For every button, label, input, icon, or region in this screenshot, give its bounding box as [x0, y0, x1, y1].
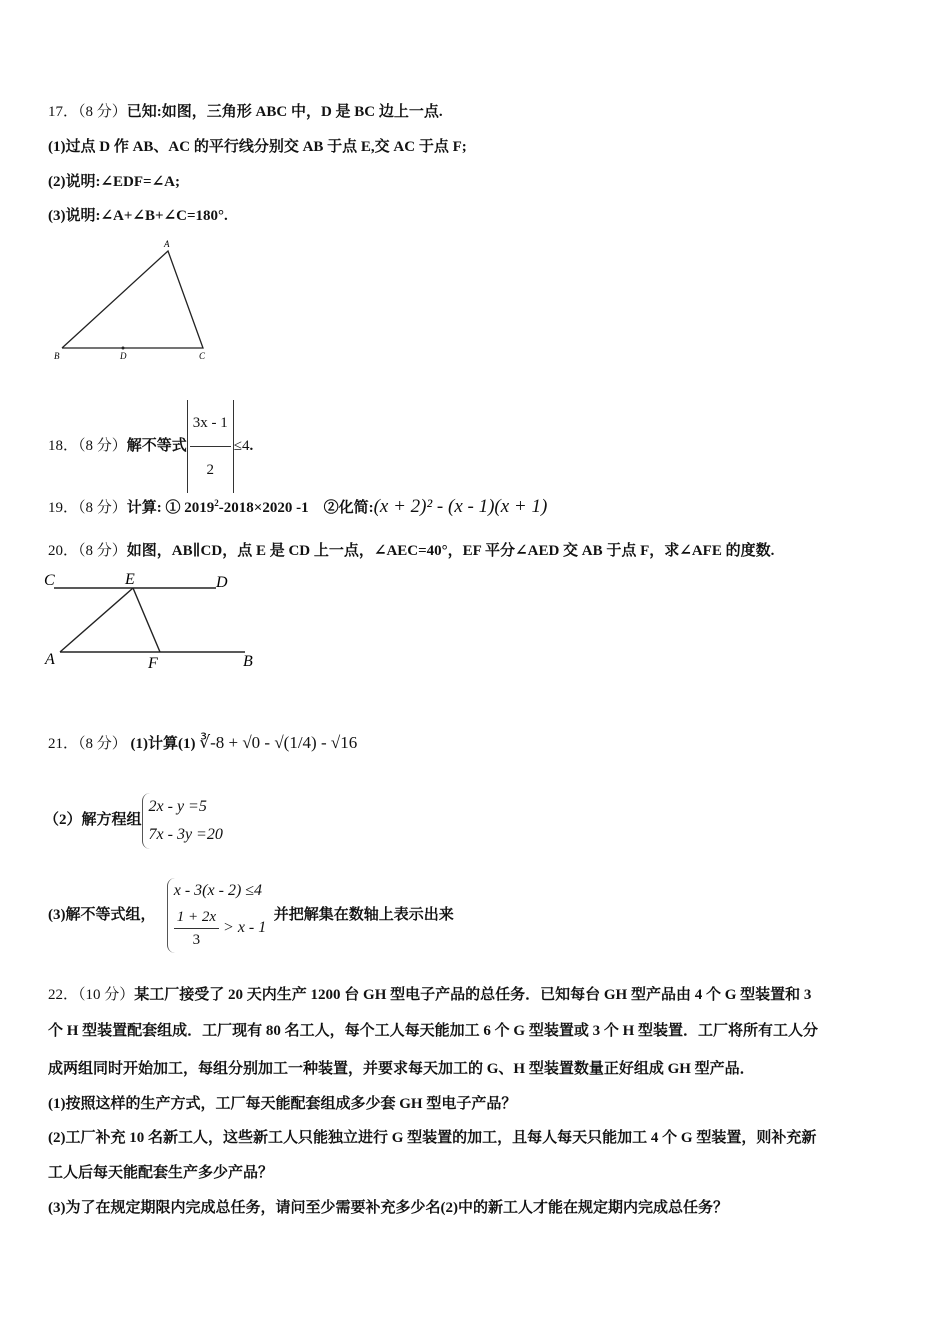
question-text: 已知:如图，三角形 ABC 中，D 是 BC 边上一点.	[126, 104, 443, 120]
part-label: (1)计算(1)	[130, 736, 196, 752]
question-score: （8 分）	[78, 543, 127, 559]
inequality-1: x - 3(x - 2) ≤4	[173, 882, 263, 900]
equation-1: 2x - y =5	[148, 797, 207, 815]
fraction	[174, 906, 219, 951]
abs-value	[187, 400, 234, 493]
q17-part2: (2)说明:∠EDF=∠A;	[48, 174, 180, 190]
question-score: （8 分）	[78, 104, 127, 120]
numerator: 1 + 2x	[174, 906, 219, 929]
q17-part1: (1)过点 D 作 AB、AC 的平行线分别交 AB 于点 E,交 AC 于点 F;	[48, 139, 467, 155]
q22-line-3: 成两组同时开始加工，每组分别加工一种装置，并要求每天加工的 G、H 型装置数量正好组成 GH 型产品．	[48, 1061, 755, 1077]
question-text: 某工厂接受了 20 天内生产 1200 台 GH 型电子产品的总任务．已知每台 GH 型产品由 4 个 G 型装置和 3	[134, 987, 812, 1003]
question-score: （8 分）	[78, 437, 127, 454]
simplify-label: ②化简:	[323, 500, 374, 516]
label-D: D	[120, 351, 127, 361]
q17-stem	[48, 102, 443, 122]
label-E: E	[125, 571, 135, 588]
question-number: 22．	[48, 987, 79, 1003]
label-B: B	[54, 351, 60, 361]
numerator: 3x - 1	[190, 400, 231, 447]
question-score: （8 分）	[78, 500, 127, 516]
question-number: 21．	[48, 736, 79, 752]
question-number: 19．	[48, 500, 79, 516]
question-number: 20．	[48, 543, 79, 559]
label-C: C	[44, 572, 55, 589]
q22-line-1	[48, 985, 811, 1005]
period: .	[249, 437, 254, 454]
q22-part2: (2)工厂补充 10 名新工人，这些新工人只能独立进行 G 型装置的加工，且每人每天只能加工 4 个 G 型装置，则补充新	[48, 1130, 817, 1146]
label-F: F	[148, 655, 158, 672]
question-text: 解不等式	[126, 437, 187, 454]
q17-part3: (3)说明:∠A+∠B+∠C=180°.	[48, 208, 228, 224]
q21-part2	[44, 792, 223, 849]
q22-part1: (1)按照这样的生产方式，工厂每天能配套组成多少套 GH 型电子产品？	[48, 1096, 517, 1112]
exponent: 2	[214, 498, 219, 508]
triangle-figure	[40, 235, 230, 365]
label-B: B	[243, 653, 253, 670]
part-label: （2）解方程组	[44, 812, 142, 828]
calc-label: 计算: ① 2019	[126, 500, 215, 516]
q22-part2-cont: 工人后每天能配套生产多少产品？	[48, 1165, 274, 1181]
denominator: 2	[206, 462, 215, 478]
part-label: (3)解不等式组，	[48, 907, 156, 923]
label-C: C	[199, 351, 206, 361]
question-text: 如图，AB∥CD，点 E 是 CD 上一点，∠AEC=40°，EF 平分∠AED 交 AB 于点 F，求∠AFE 的度数.	[126, 543, 775, 559]
question-score: （8 分）	[78, 736, 127, 752]
fraction	[190, 400, 231, 493]
question-score: （10 分）	[78, 987, 135, 1003]
inequality-rhs: ≤4	[233, 437, 250, 454]
calc-expression: -2018×2020 -1	[218, 500, 309, 516]
q22-line-2: 个 H 型装置配套组成．工厂现有 80 名工人，每个工人每天能加工 6 个 G 型装置或 3 个 H 型装置．工厂将所有工人分	[48, 1023, 819, 1039]
instruction-text: 并把解集在数轴上表示出来	[273, 907, 454, 923]
q21-part3	[48, 875, 454, 955]
question-number: 18．	[48, 437, 79, 454]
q22-part3: (3)为了在规定期限内完成总任务，请问至少需要补充多少名(2)中的新工人才能在规定期内完成总任务？	[48, 1200, 728, 1216]
equation-2: 7x - 3y =20	[148, 825, 223, 843]
q21-part1	[48, 725, 357, 762]
label-A: A	[45, 651, 55, 668]
label-A: A	[164, 239, 170, 249]
q18	[48, 400, 253, 493]
inequality-system	[167, 878, 267, 953]
q20	[48, 541, 774, 561]
parallel-lines-figure	[40, 568, 270, 673]
label-D: D	[216, 574, 228, 591]
simplify-expression: (x + 2)² - (x - 1)(x + 1)	[373, 496, 548, 517]
radical-expression: ∛-8 + √0 - √(1/4) - √16	[199, 733, 358, 752]
q19	[48, 493, 547, 518]
denominator: 3	[192, 932, 201, 949]
inequality-2-rhs: > x - 1	[223, 919, 267, 937]
question-number: 17．	[48, 104, 79, 120]
equation-system	[142, 793, 223, 849]
